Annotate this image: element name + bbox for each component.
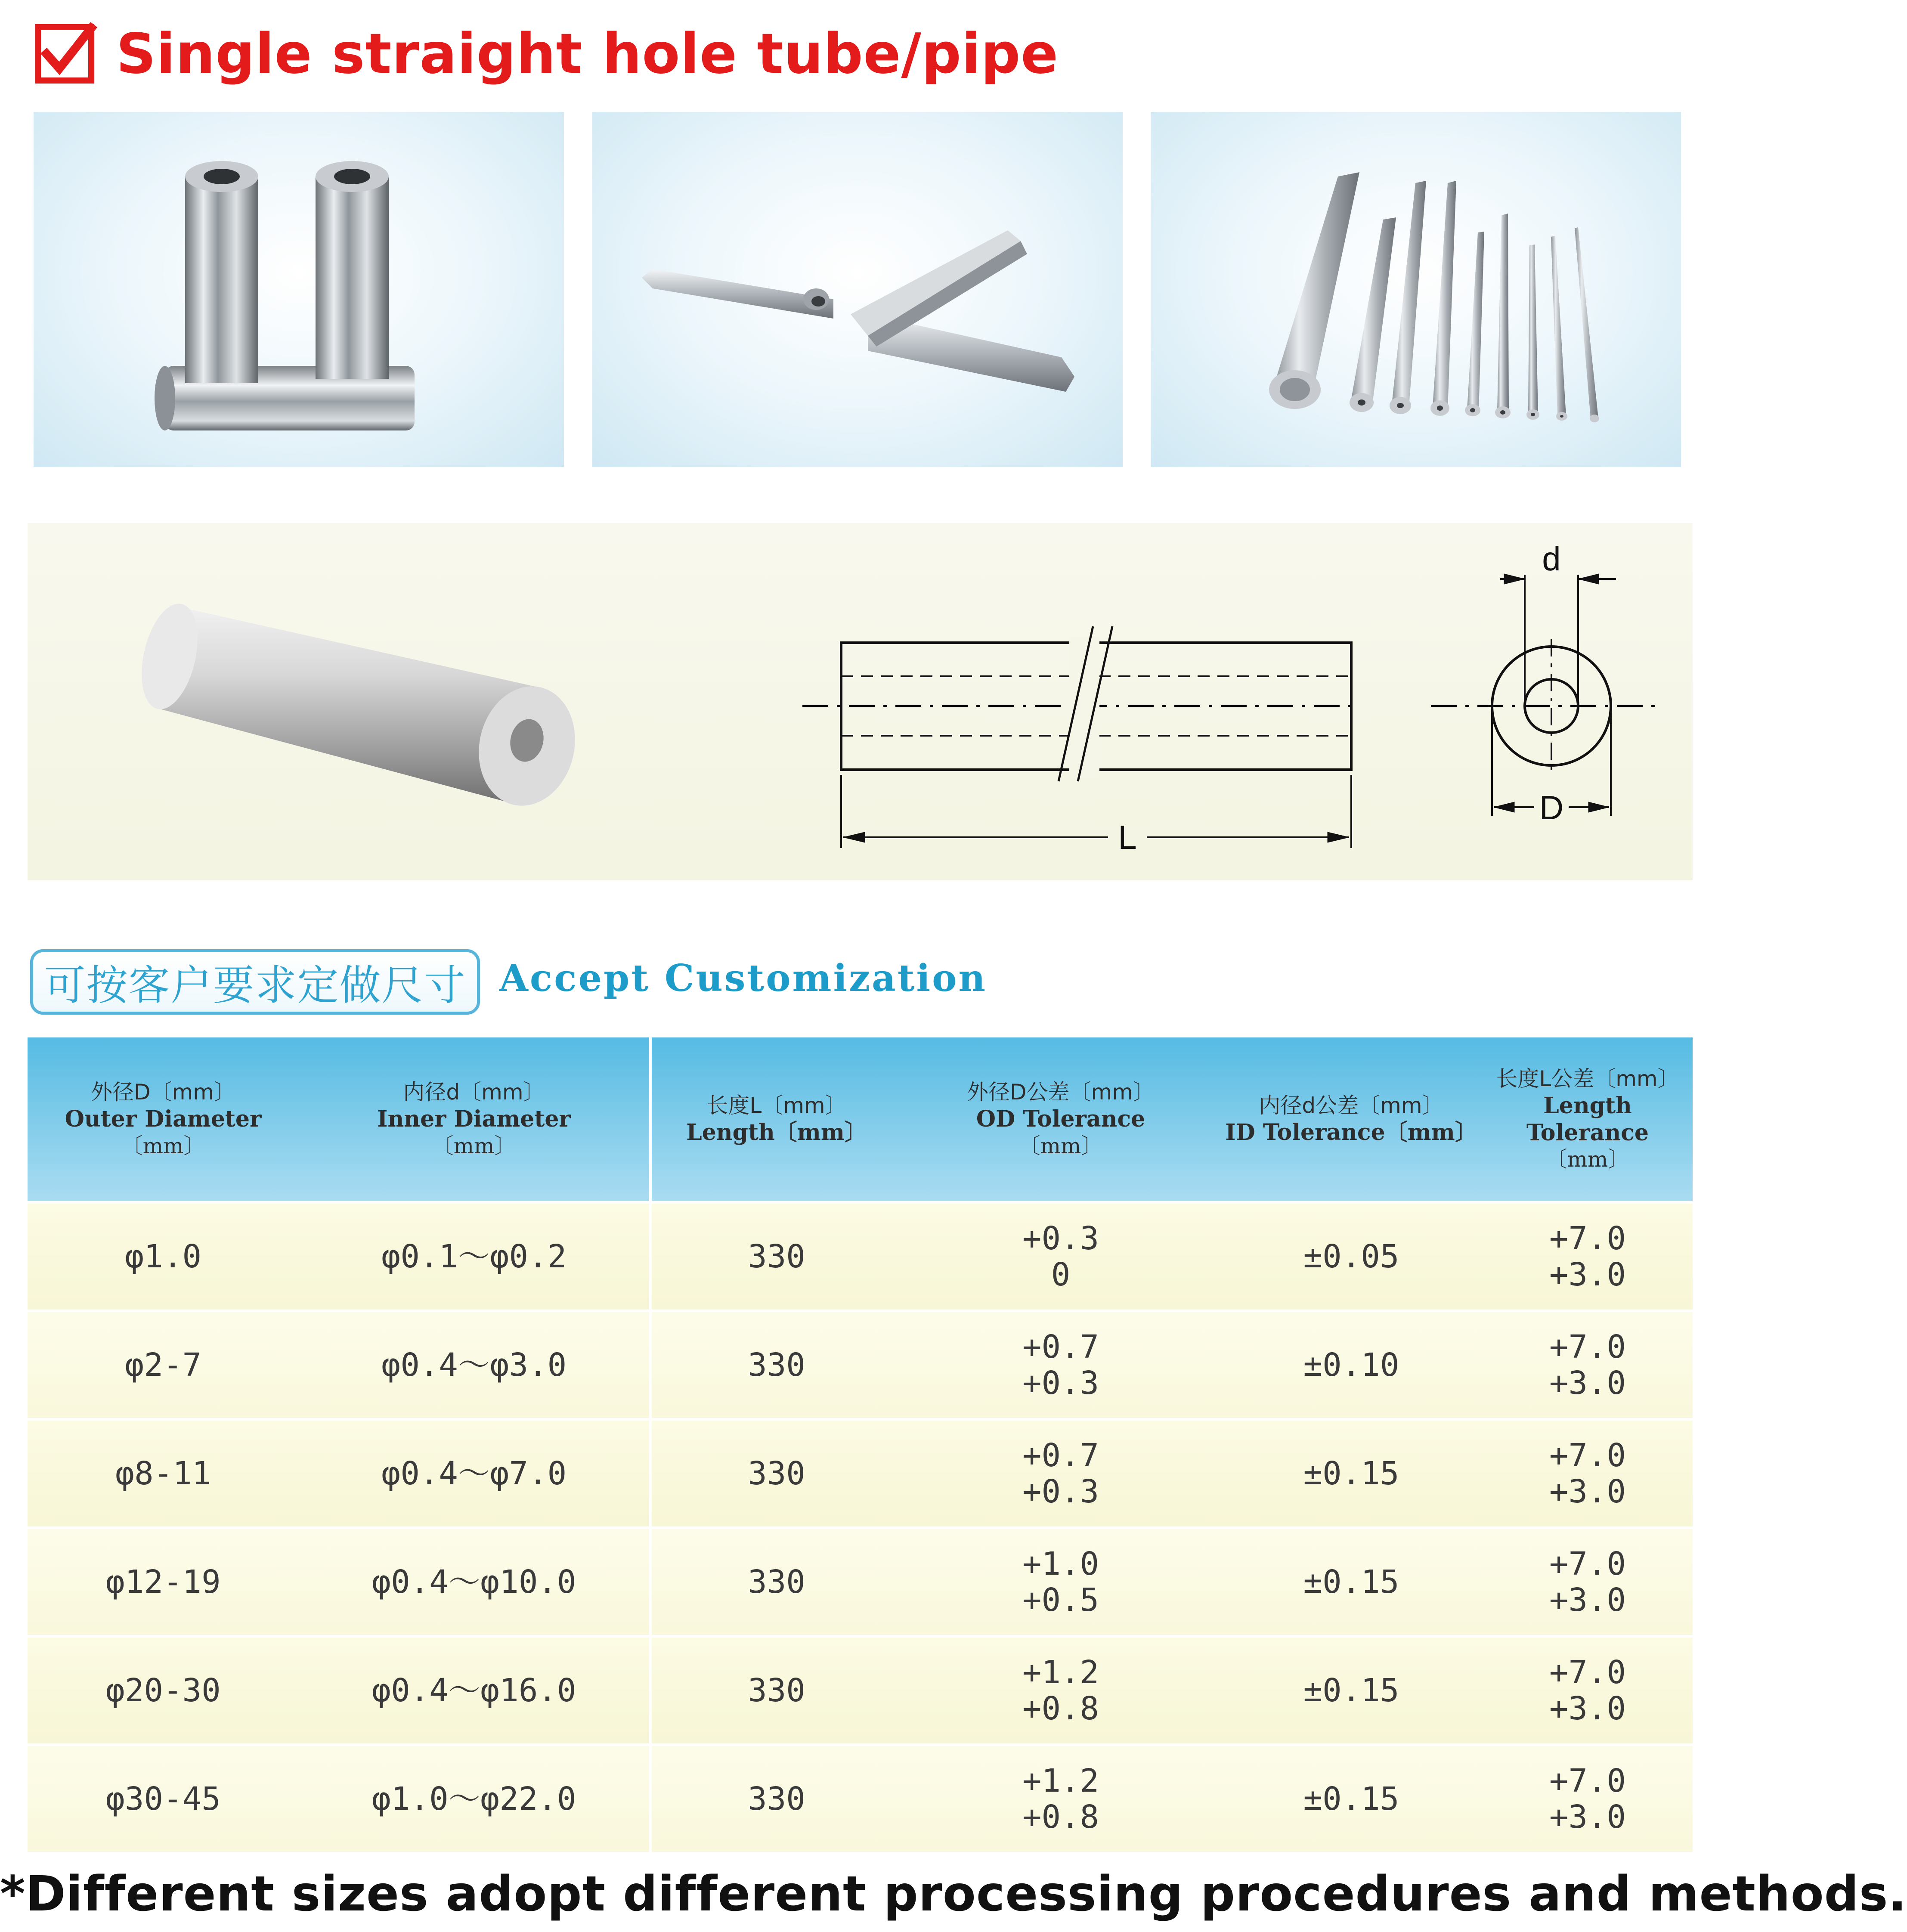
header-cn-text: 长度L公差〔mm〕	[1496, 1066, 1679, 1091]
cell-value: φ0.4～φ7.0	[381, 1455, 567, 1492]
graduated-tubes-photo-icon	[1151, 112, 1681, 467]
table-body	[28, 1201, 1693, 1852]
cell-value: 330	[748, 1672, 805, 1709]
table-cell	[28, 1746, 299, 1852]
dimension-D-label: D	[1539, 789, 1564, 827]
header-cn-text: 内径d公差〔mm〕	[1259, 1093, 1444, 1118]
table-cell	[299, 1638, 652, 1743]
cell-value: ±0.05	[1303, 1238, 1399, 1275]
header-en-text: Outer Diameter	[65, 1106, 262, 1133]
cell-value: ±0.15	[1303, 1672, 1399, 1709]
header-cn-text: 内径d〔mm〕	[403, 1080, 545, 1105]
table-row	[28, 1526, 1693, 1635]
table-cell	[1483, 1204, 1693, 1310]
cell-value: +0.7	[1022, 1437, 1099, 1474]
table-cell	[299, 1312, 652, 1418]
cell-value: 330	[748, 1455, 805, 1492]
spec-table	[28, 1037, 1693, 1852]
cell-value: φ1.0～φ22.0	[371, 1780, 576, 1817]
short-tubes-stack-photo-icon	[34, 112, 564, 467]
cell-value: 0	[1051, 1256, 1071, 1293]
dimension-d-label: d	[1542, 540, 1561, 578]
cell-value: +3.0	[1549, 1365, 1626, 1402]
table-cell	[901, 1746, 1220, 1852]
table-cell	[652, 1421, 901, 1526]
cell-value: 330	[748, 1346, 805, 1384]
table-cell	[901, 1421, 1220, 1526]
cell-value: +0.3	[1022, 1365, 1099, 1402]
table-cell	[1483, 1638, 1693, 1743]
cell-value: +0.3	[1022, 1220, 1099, 1257]
table-cell	[299, 1204, 652, 1310]
tube-dimension-drawing	[28, 523, 1693, 880]
photo-graduated-tubes	[1151, 112, 1681, 467]
cell-value: +7.0	[1549, 1653, 1626, 1691]
cell-value: φ0.4～φ16.0	[371, 1672, 576, 1709]
table-cell	[1220, 1529, 1483, 1635]
table-header-cell	[901, 1037, 1220, 1201]
cell-value: +0.8	[1022, 1799, 1099, 1836]
table-cell	[28, 1421, 299, 1526]
table-cell	[652, 1312, 901, 1418]
footnote: *Different sizes adopt different processing procedures and methods.	[0, 1866, 1907, 1922]
header-cn-text: 外径D公差〔mm〕	[967, 1080, 1155, 1105]
side-view	[802, 626, 1358, 848]
technical-drawing-panel	[28, 523, 1693, 880]
cell-value: φ8-11	[115, 1455, 211, 1492]
cell-value: +7.0	[1549, 1328, 1626, 1365]
cell-value: +1.0	[1022, 1545, 1099, 1582]
table-cell	[299, 1746, 652, 1852]
cell-value: φ20-30	[105, 1672, 221, 1709]
cell-value: 330	[748, 1563, 805, 1601]
customization-cn-label: 可按客户要求定做尺寸	[44, 961, 466, 1009]
table-row	[28, 1743, 1693, 1852]
tube-3d-render	[132, 598, 586, 815]
cell-value: +7.0	[1549, 1545, 1626, 1582]
table-cell	[28, 1529, 299, 1635]
header-en-text: Inner Diameter	[377, 1106, 571, 1133]
table-cell	[901, 1529, 1220, 1635]
table-header-cell	[28, 1037, 299, 1201]
header-en-text: ID Tolerance〔mm〕	[1225, 1119, 1477, 1146]
table-cell	[1220, 1421, 1483, 1526]
header-en-text: OD Tolerance	[976, 1106, 1145, 1133]
cell-value: φ0.4～φ10.0	[371, 1563, 576, 1601]
cell-value: +0.7	[1022, 1328, 1099, 1365]
cell-value: +3.0	[1549, 1582, 1626, 1619]
cell-value: φ1.0	[124, 1238, 202, 1275]
table-cell	[1220, 1312, 1483, 1418]
dimension-L-label: L	[1118, 818, 1137, 856]
header-cn-text: 长度L〔mm〕	[706, 1093, 847, 1118]
cell-value: +1.2	[1022, 1762, 1099, 1799]
cell-value: φ30-45	[105, 1780, 221, 1817]
header-cn-text: 外径D〔mm〕	[91, 1080, 235, 1105]
page-title: Single straight hole tube/pipe	[116, 22, 1059, 86]
header-unit-text: 〔mm〕	[121, 1133, 205, 1158]
cell-value: +7.0	[1549, 1437, 1626, 1474]
table-cell	[901, 1312, 1220, 1418]
cell-value: +3.0	[1549, 1256, 1626, 1293]
table-header-cell	[1220, 1037, 1483, 1201]
cell-value: +3.0	[1549, 1690, 1626, 1727]
table-cell	[1220, 1638, 1483, 1743]
customization-badge	[30, 949, 480, 1015]
table-cell	[28, 1312, 299, 1418]
table-header-cell	[1483, 1037, 1693, 1201]
table-cell	[1483, 1421, 1693, 1526]
cell-value: +3.0	[1549, 1473, 1626, 1510]
table-row	[28, 1201, 1693, 1310]
table-cell	[1483, 1529, 1693, 1635]
table-cell	[652, 1746, 901, 1852]
table-header-cell	[652, 1037, 901, 1201]
end-view	[1431, 574, 1655, 816]
table-header	[28, 1037, 1693, 1201]
table-cell	[652, 1638, 901, 1743]
table-header-cell	[299, 1037, 652, 1201]
cell-value: +0.5	[1022, 1582, 1099, 1619]
cell-value: +0.3	[1022, 1473, 1099, 1510]
cell-value: +7.0	[1549, 1762, 1626, 1799]
checkbox-checked-icon	[34, 24, 95, 84]
cell-value: φ0.4～φ3.0	[381, 1346, 567, 1384]
table-cell	[299, 1529, 652, 1635]
title-row	[34, 13, 1059, 95]
photo-short-tubes	[34, 112, 564, 467]
cell-value: +3.0	[1549, 1799, 1626, 1836]
table-row	[28, 1635, 1693, 1743]
cell-value: φ12-19	[105, 1563, 221, 1601]
cell-value: φ0.1～φ0.2	[381, 1238, 567, 1275]
header-unit-text: 〔mm〕	[1019, 1133, 1103, 1158]
cell-value: +7.0	[1549, 1220, 1626, 1257]
cell-value: 330	[748, 1780, 805, 1817]
table-cell	[901, 1638, 1220, 1743]
table-cell	[652, 1204, 901, 1310]
header-en-text: Length Tolerance	[1526, 1092, 1649, 1146]
table-cell	[901, 1204, 1220, 1310]
table-cell	[1220, 1204, 1483, 1310]
table-row	[28, 1310, 1693, 1418]
cell-value: +1.2	[1022, 1653, 1099, 1691]
header-unit-text: 〔mm〕	[1545, 1147, 1630, 1172]
cell-value: ±0.15	[1303, 1563, 1399, 1601]
table-row	[28, 1418, 1693, 1526]
header-unit-text: 〔mm〕	[432, 1133, 516, 1158]
cell-value: 330	[748, 1238, 805, 1275]
table-cell	[1220, 1746, 1483, 1852]
cell-value: ±0.15	[1303, 1455, 1399, 1492]
table-cell	[1483, 1746, 1693, 1852]
cell-value: +0.8	[1022, 1690, 1099, 1727]
crossed-tubes-photo-icon	[592, 112, 1123, 467]
cell-value: ±0.15	[1303, 1780, 1399, 1817]
customization-en-label: Accept Customization	[499, 957, 987, 1000]
table-cell	[28, 1638, 299, 1743]
table-cell	[1483, 1312, 1693, 1418]
cell-value: ±0.10	[1303, 1346, 1399, 1384]
cell-value: φ2-7	[124, 1346, 202, 1384]
table-cell	[299, 1421, 652, 1526]
table-cell	[28, 1204, 299, 1310]
header-en-text: Length〔mm〕	[686, 1119, 867, 1146]
photo-crossed-tubes	[592, 112, 1123, 467]
table-cell	[652, 1529, 901, 1635]
